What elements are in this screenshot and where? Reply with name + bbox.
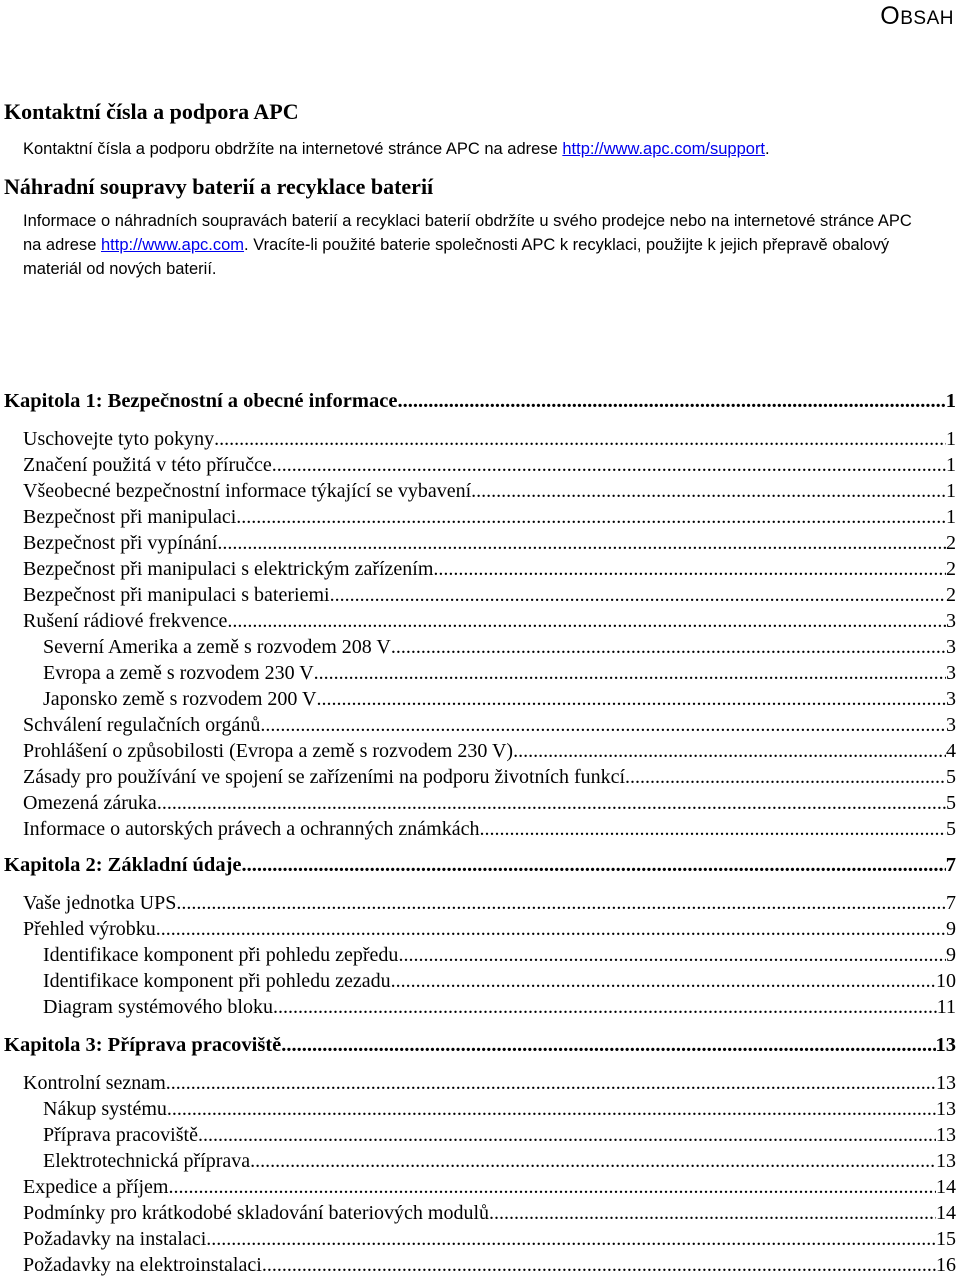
toc-page-number: 4 — [946, 740, 956, 762]
toc-leader — [198, 1124, 936, 1147]
toc-leader — [217, 532, 946, 555]
toc-entry-text: Všeobecné bezpečnostní informace týkající se vybavení — [23, 480, 472, 502]
toc-subentry[interactable] — [43, 944, 956, 967]
toc-page-number: 1 — [946, 454, 956, 476]
toc-leader — [513, 740, 946, 763]
toc-entry-text: Bezpečnost při vypínání — [23, 532, 218, 554]
toc-chapter-2[interactable] — [4, 854, 956, 877]
toc-entry-text: Zásady pro používání ve spojení se zařízeními na podporu životních funkcí — [23, 766, 626, 788]
toc-leader — [260, 714, 946, 737]
toc-leader — [273, 996, 937, 1019]
toc-leader — [167, 1098, 936, 1121]
toc-leader — [157, 792, 946, 815]
toc-entry-text: Vaše jednotka UPS — [23, 892, 177, 914]
toc-page-number: 15 — [936, 1228, 956, 1250]
toc-entry-text: Schválení regulačních orgánů — [23, 714, 261, 736]
toc-subentry[interactable] — [43, 970, 956, 993]
toc-leader — [242, 854, 946, 877]
toc-entry[interactable] — [23, 818, 956, 841]
toc-page-number: 3 — [946, 610, 956, 632]
toc-subentry[interactable] — [43, 996, 956, 1019]
toc-leader — [250, 1150, 936, 1173]
toc-page-number: 14 — [936, 1202, 956, 1224]
toc-entry-text: Přehled výrobku — [23, 918, 156, 940]
toc-page-number: 14 — [936, 1176, 956, 1198]
toc-entry[interactable] — [23, 584, 956, 607]
toc-leader — [227, 610, 946, 633]
toc-leader — [397, 390, 945, 413]
toc-page-number: 1 — [946, 480, 956, 502]
toc-entry-text: Bezpečnost při manipulaci s elektrickým zařízením — [23, 558, 434, 580]
toc-page-number: 16 — [936, 1254, 956, 1276]
toc-leader — [206, 1228, 936, 1251]
toc-entry[interactable] — [23, 714, 956, 737]
toc-entry[interactable] — [23, 558, 956, 581]
toc-entry-text: Kontrolní seznam — [23, 1072, 166, 1094]
toc-leader — [391, 970, 936, 993]
toc-page-number: 9 — [946, 944, 956, 966]
toc-subentry[interactable] — [43, 1150, 956, 1173]
toc-entry[interactable] — [23, 1176, 956, 1199]
toc-page-number: 2 — [946, 532, 956, 554]
support-text: Kontaktní čísla a podporu obdržíte na internetové stránce APC na adrese — [23, 140, 563, 158]
support-link[interactable]: http://www.apc.com/support — [562, 140, 766, 158]
toc-entry-text: Japonsko země s rozvodem 200 V — [43, 688, 317, 710]
toc-leader — [316, 688, 946, 711]
page-title — [880, 2, 954, 31]
toc-page-number: 13 — [936, 1124, 956, 1146]
toc-entry-text: Expedice a příjem — [23, 1176, 169, 1198]
toc-leader — [281, 1034, 935, 1057]
toc-entry-text: Omezená záruka — [23, 792, 157, 814]
toc-entry[interactable] — [23, 892, 956, 915]
battery-paragraph — [23, 209, 933, 281]
toc-leader — [433, 558, 946, 581]
toc-page-number: 13 — [936, 1072, 956, 1094]
toc-leader — [314, 662, 946, 685]
toc-entry-text: Značení použitá v této příručce — [23, 454, 272, 476]
toc-entry[interactable] — [23, 1202, 956, 1225]
battery-text-1: Informace o náhradních soupravách baterií a recyklaci baterií obdržíte u svého prodejce nebo na internetové stránce APC na adrese — [23, 212, 912, 254]
toc-entry-text: Kapitola 1: Bezpečnostní a obecné informace — [4, 390, 398, 412]
toc-leader — [398, 944, 946, 967]
toc-entry-text: Diagram systémového bloku — [43, 996, 273, 1018]
toc-leader — [156, 918, 946, 941]
toc-page-number: 5 — [946, 792, 956, 814]
toc-entry-text: Podmínky pro krátkodobé skladování bateriových modulů — [23, 1202, 490, 1224]
toc-entry-text: Příprava pracoviště — [43, 1124, 198, 1146]
toc-page-number: 7 — [946, 892, 956, 914]
toc-page-number: 7 — [945, 854, 956, 876]
toc-entry-text: Rušení rádiové frekvence — [23, 610, 228, 632]
toc-page-number: 5 — [946, 766, 956, 788]
toc-page-number: 3 — [946, 688, 956, 710]
toc-page-number: 13 — [935, 1034, 956, 1056]
toc-subentry[interactable] — [43, 1098, 956, 1121]
toc-leader — [330, 584, 946, 607]
toc-page-number: 3 — [946, 636, 956, 658]
toc-subentry[interactable] — [43, 688, 956, 711]
toc-leader — [391, 636, 946, 659]
toc-leader — [166, 1072, 936, 1095]
toc-entry-text: Identifikace komponent při pohledu zezadu — [43, 970, 391, 992]
toc-leader — [471, 480, 946, 503]
toc-entry[interactable] — [23, 1254, 956, 1277]
toc-page-number: 10 — [936, 970, 956, 992]
support-paragraph — [23, 137, 933, 161]
toc-page-number: 3 — [946, 662, 956, 684]
toc-entry[interactable] — [23, 1228, 956, 1251]
toc-entry-text: Severní Amerika a země s rozvodem 208 V — [43, 636, 391, 658]
toc-chapter-3[interactable] — [4, 1034, 956, 1057]
toc-entry[interactable] — [23, 428, 956, 451]
toc-entry[interactable] — [23, 1072, 956, 1095]
toc-page-number: 5 — [946, 818, 956, 840]
toc-subentry[interactable] — [43, 662, 956, 685]
toc-entry[interactable] — [23, 532, 956, 555]
toc-entry[interactable] — [23, 454, 956, 477]
toc-page-number: 2 — [946, 558, 956, 580]
support-section-title: Kontaktní čísla a podpora APC — [4, 99, 299, 124]
toc-entry-text: Evropa a země s rozvodem 230 V — [43, 662, 314, 684]
toc-leader — [176, 892, 946, 915]
toc-chapter-1[interactable] — [4, 390, 956, 413]
toc-entry-text: Uschovejte tyto pokyny — [23, 428, 215, 450]
toc-page-number: 9 — [946, 918, 956, 940]
toc-leader — [272, 454, 946, 477]
toc-entry[interactable] — [23, 480, 956, 503]
battery-text-2: . Vracíte-li použité baterie společnosti APC k recyklaci, použijte k jejich přepravě obalový materiál od nových baterií. — [23, 236, 890, 278]
toc-entry[interactable] — [23, 610, 956, 633]
toc-leader — [214, 428, 946, 451]
support-text-end: . — [765, 140, 770, 158]
toc-subentry[interactable] — [43, 1124, 956, 1147]
toc-page-number: 13 — [936, 1098, 956, 1120]
toc-entry-text: Požadavky na instalaci — [23, 1228, 207, 1250]
toc-entry[interactable] — [23, 792, 956, 815]
toc-page-number: 1 — [945, 390, 956, 412]
toc-subentry[interactable] — [43, 636, 956, 659]
toc-page-number: 3 — [946, 714, 956, 736]
toc-leader — [625, 766, 946, 789]
toc-entry[interactable] — [23, 918, 956, 941]
toc-page-number: 11 — [936, 996, 956, 1018]
toc-page-number: 1 — [946, 428, 956, 450]
apc-link[interactable]: http://www.apc.com — [100, 236, 245, 254]
toc-entry[interactable] — [23, 766, 956, 789]
toc-page-number: 2 — [946, 584, 956, 606]
battery-section-title: Náhradní soupravy baterií a recyklace baterií — [4, 174, 434, 199]
toc-leader — [479, 818, 946, 841]
toc-entry-text: Požadavky na elektroinstalaci — [23, 1254, 262, 1276]
toc-entry-text: Nákup systému — [43, 1098, 167, 1120]
toc-entry-text: Kapitola 2: Základní údaje — [4, 854, 242, 876]
toc-entry[interactable] — [23, 740, 956, 763]
toc-entry-text: Informace o autorských právech a ochranných známkách — [23, 818, 480, 840]
toc-page-number: 1 — [946, 506, 956, 528]
toc-entry-text: Kapitola 3: Příprava pracoviště — [4, 1034, 282, 1056]
toc-entry-text: Bezpečnost při manipulaci — [23, 506, 237, 528]
toc-page-number: 13 — [936, 1150, 956, 1172]
toc-leader — [262, 1254, 936, 1277]
toc-entry-text: Identifikace komponent při pohledu zepředu — [43, 944, 399, 966]
page-title-rest: BSAH — [900, 8, 954, 29]
toc-leader — [489, 1202, 936, 1225]
toc-entry-text: Prohlášení o způsobilosti (Evropa a země s rozvodem 230 V) — [23, 740, 514, 762]
toc-entry-text: Bezpečnost při manipulaci s bateriemi — [23, 584, 330, 606]
toc-entry-text: Elektrotechnická příprava — [43, 1150, 251, 1172]
toc-leader — [236, 506, 946, 529]
toc-entry[interactable] — [23, 506, 956, 529]
page-title-initial: O — [880, 2, 901, 30]
toc-leader — [169, 1176, 937, 1199]
